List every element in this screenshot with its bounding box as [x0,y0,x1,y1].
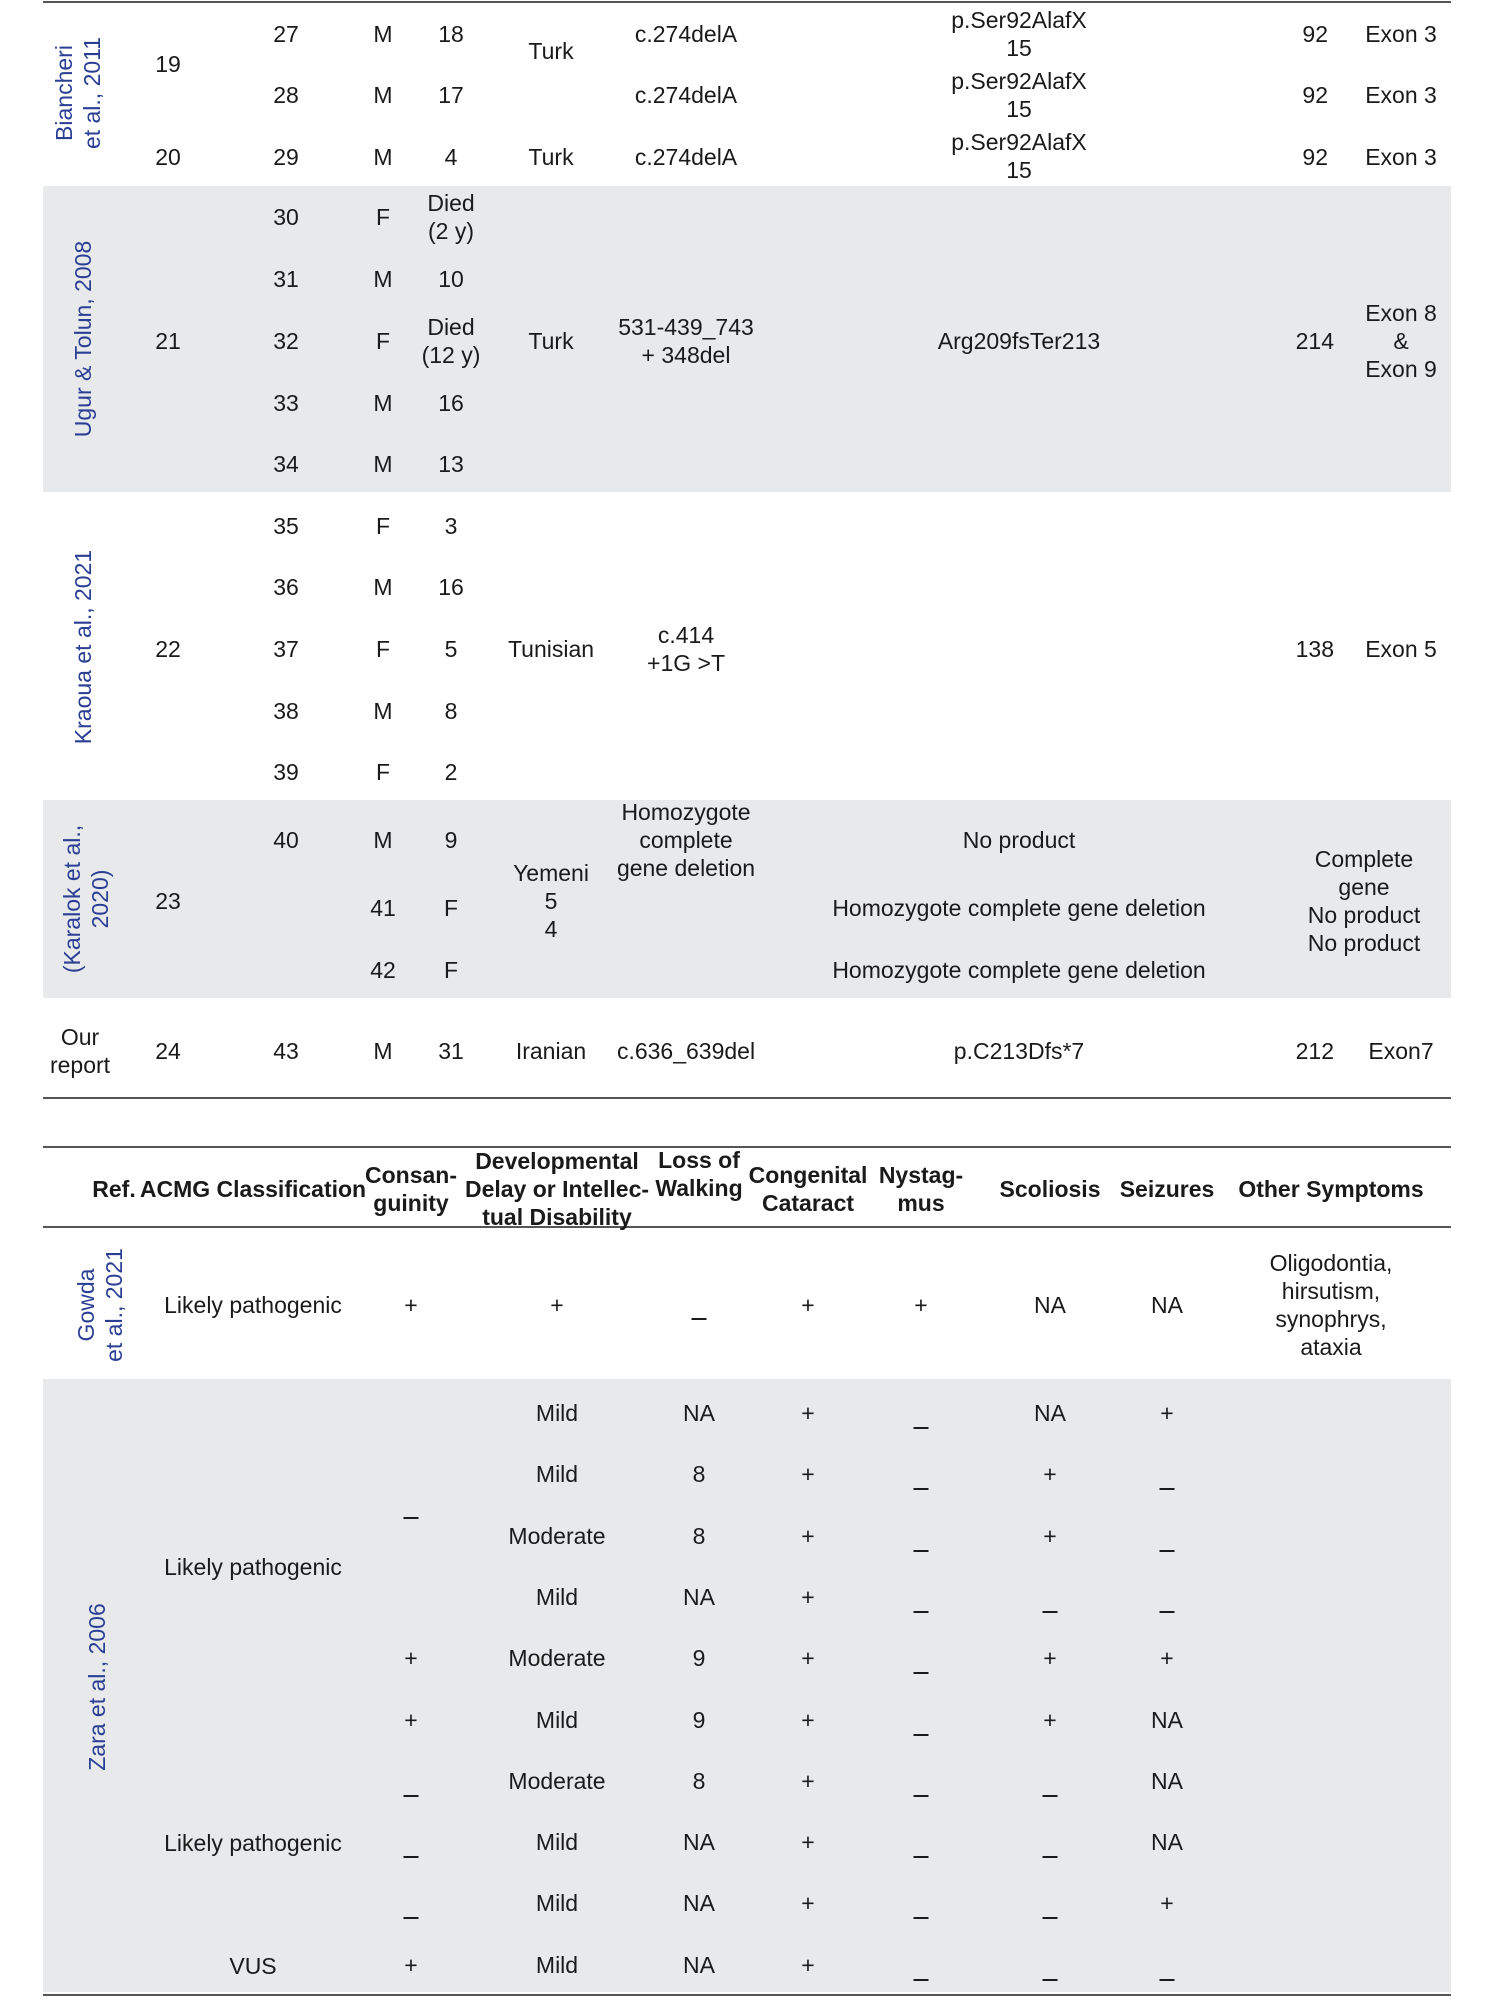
protein-change: Arg209fsTer213 [937,328,1101,354]
congenital-cataract: + [801,1645,815,1672]
age: 16 [438,574,464,600]
patient-number: 36 [273,574,299,600]
scoliosis: + [1043,1522,1057,1549]
header-ref: Ref. [92,1176,136,1202]
family-number: 24 [155,1038,181,1064]
congenital-cataract: + [801,1890,815,1917]
age: 5 [444,636,458,662]
age: 18 [438,21,464,47]
sex: F [375,328,391,354]
congenital-cataract: + [801,1461,815,1488]
sex: F [375,513,391,539]
protein-change: p.Ser92AlafX 15 [951,7,1087,61]
family-number: 23 [155,888,181,914]
seizures: NA [1151,1706,1183,1733]
developmental-delay: Moderate [508,1645,606,1672]
developmental-delay: Mild [535,1706,579,1733]
seizures-absent [1160,1488,1175,1490]
ref-label: Gowda et al., 2021 [73,1248,127,1362]
exon: Exon 3 [1365,82,1437,108]
header-acmg: ACMG Classification [139,1176,367,1202]
family-number: 20 [155,144,181,170]
scoliosis-absent [1043,1979,1058,1981]
seizures: + [1160,1890,1174,1917]
patient-number: 28 [273,82,299,108]
exon: Exon 8 & Exon 9 [1365,300,1437,382]
protein-length: 92 [1302,21,1328,47]
ethnicity: Turk [528,328,574,354]
developmental-delay: Moderate [508,1767,606,1794]
seizures: NA [1151,1292,1183,1318]
variant: c.274delA [634,82,738,108]
age: F [443,957,459,983]
scoliosis: + [1043,1645,1057,1672]
variant: Homozygote complete gene deletion [616,799,756,881]
family-number: 21 [155,328,181,354]
developmental-delay: Mild [535,1400,579,1426]
consanguinity: + [404,1951,418,1978]
developmental-delay: Mild [535,1890,579,1917]
sex: 42 [370,957,396,983]
protein-length: 138 [1295,636,1334,662]
ref-label-our-report: Our report [49,1024,111,1078]
header-congenital-cataract: Congenital Cataract [748,1162,868,1216]
loss-of-walking: 8 [692,1767,706,1794]
congenital-cataract: + [801,1583,815,1610]
congenital-cataract: + [801,1400,815,1426]
protein-change: Homozygote complete gene deletion [832,957,1206,983]
nystagmus-absent [914,1427,929,1429]
ref-label: Kraoua et al., 2021 [70,549,96,745]
sex: F [375,636,391,662]
age: F [443,895,459,921]
age: 17 [438,82,464,108]
consanguinity-absent [404,1517,419,1519]
loss-of-walking: NA [683,1951,715,1978]
sex: M [373,698,393,724]
exon: Exon 3 [1365,144,1437,170]
consanguinity-absent [404,1917,419,1919]
developmental-delay: Mild [535,1951,579,1978]
header-seizures: Seizures [1119,1176,1215,1202]
ref-label: (Karalok et al., 2020) [59,824,113,974]
acmg-classification: Likely pathogenic [164,1830,342,1856]
age: 13 [438,451,464,477]
ref-label: Ugur & Tolun, 2008 [70,240,96,438]
header-loss-of-walking: Loss of Walking [655,1147,743,1201]
nystagmus-absent [914,1611,929,1613]
variant: c.414 +1G >T [647,622,725,676]
age: 3 [444,513,458,539]
patient-number: 34 [273,451,299,477]
ethnicity: Turk [528,38,574,64]
variant: 531-439_743 + 348del [618,314,754,368]
protein-change: p.C213Dfs*7 [953,1038,1085,1064]
nystagmus-absent [914,1734,929,1736]
consanguinity: + [404,1706,418,1733]
sex: M [373,266,393,292]
nystagmus-absent [914,1488,929,1490]
variant: c.636_639del [616,1038,756,1064]
age: 8 [444,698,458,724]
exon: Exon7 [1368,1038,1434,1064]
ethnicity: Turk [528,144,574,170]
sex: M [373,82,393,108]
loss-of-walking: 8 [692,1522,706,1549]
loss-of-walking: NA [683,1400,715,1426]
ethnicity: Iranian [515,1038,587,1064]
sex: M [373,451,393,477]
variant: c.274delA [634,144,738,170]
sex: M [373,144,393,170]
exon: Exon 3 [1365,21,1437,47]
exon: Exon 5 [1365,636,1437,662]
seizures: + [1160,1645,1174,1672]
seizures-absent [1160,1979,1175,1981]
age: 9 [444,827,458,853]
acmg-classification: Likely pathogenic [164,1292,342,1318]
age: Died (12 y) [421,314,481,368]
seizures: + [1160,1400,1174,1426]
loss-of-walking: NA [683,1890,715,1917]
sex: M [373,21,393,47]
sex: M [373,1038,393,1064]
table-bottom-rule [43,1097,1451,1099]
seizures: NA [1151,1767,1183,1794]
protein-change: No product [962,827,1076,853]
protein-length: 212 [1295,1038,1334,1064]
developmental-delay: Mild [535,1583,579,1610]
header-other-symptoms: Other Symptoms [1238,1176,1424,1202]
congenital-cataract: + [801,1767,815,1794]
patient-number: 27 [273,21,299,47]
congenital-cataract: + [801,1292,815,1318]
protein-change: p.Ser92AlafX 15 [951,68,1087,122]
header-scoliosis: Scoliosis [999,1176,1101,1202]
seizures-absent [1160,1611,1175,1613]
protein-length: 92 [1302,144,1328,170]
ethnicity: Yemeni 5 4 [513,860,589,942]
protein-length: 214 [1295,328,1334,354]
exon: Complete gene No product No product [1307,846,1421,956]
scoliosis-absent [1043,1795,1058,1797]
scoliosis-absent [1043,1917,1058,1919]
patient-number: 32 [273,328,299,354]
nystagmus: + [914,1292,928,1318]
protein-length: 92 [1302,82,1328,108]
sex: M [373,574,393,600]
consanguinity-absent [404,1795,419,1797]
congenital-cataract: + [801,1706,815,1733]
sex: M [373,827,393,853]
age: 2 [444,759,458,785]
age: 4 [444,144,458,170]
nystagmus-absent [914,1856,929,1858]
consanguinity-absent [404,1856,419,1858]
congenital-cataract: + [801,1522,815,1549]
scoliosis: + [1043,1706,1057,1733]
loss-of-walking: 9 [692,1706,706,1733]
congenital-cataract: + [801,1951,815,1978]
sex: F [375,204,391,230]
loss-of-walking: NA [683,1829,715,1856]
table2-header-rule [43,1226,1451,1228]
patient-number: 37 [273,636,299,662]
patient-number: 33 [273,390,299,416]
sex: F [375,759,391,785]
congenital-cataract: + [801,1829,815,1856]
age: 10 [438,266,464,292]
patient-number: 31 [273,266,299,292]
nystagmus-absent [914,1672,929,1674]
nystagmus-absent [914,1979,929,1981]
age: 16 [438,390,464,416]
patient-number: 39 [273,759,299,785]
patient-number: 40 [273,827,299,853]
row-band-zara [43,1379,1451,1992]
scoliosis: + [1043,1461,1057,1488]
scoliosis-absent [1043,1856,1058,1858]
scoliosis: NA [1034,1292,1066,1318]
seizures: NA [1151,1829,1183,1856]
ref-label: Biancheri et al., 2011 [51,36,105,150]
nystagmus-absent [914,1550,929,1552]
loss-of-walking-absent [692,1318,707,1320]
table-top-rule [43,1,1451,3]
sex: M [373,390,393,416]
family-number: 22 [155,636,181,662]
age: 31 [438,1038,464,1064]
protein-change: p.Ser92AlafX 15 [951,129,1087,183]
protein-change: Homozygote complete gene deletion [832,895,1206,921]
acmg-classification: VUS [229,1953,277,1979]
header-developmental-delay: Developmental Delay or Intellec- tual Disability [464,1148,650,1230]
ref-label: Zara et al., 2006 [84,1603,110,1771]
header-nystagmus: Nystag- mus [878,1162,964,1216]
loss-of-walking: 8 [692,1461,706,1488]
ethnicity: Tunisian [507,636,595,662]
age: Died (2 y) [427,190,475,244]
nystagmus-absent [914,1795,929,1797]
developmental-delay: Mild [535,1461,579,1488]
seizures-absent [1160,1550,1175,1552]
developmental-delay: Moderate [508,1522,606,1549]
header-consanguinity: Consan- guinity [365,1162,457,1216]
variant: c.274delA [634,21,738,47]
other-symptoms: Oligodontia, hirsutism, synophrys, ataxia [1269,1250,1393,1360]
patient-number: 35 [273,513,299,539]
patient-number: 30 [273,204,299,230]
patient-number: 43 [273,1038,299,1064]
table2-bottom-rule [43,1994,1451,1996]
consanguinity: + [404,1645,418,1672]
loss-of-walking: NA [683,1583,715,1610]
nystagmus-absent [914,1917,929,1919]
loss-of-walking: 9 [692,1645,706,1672]
scoliosis-absent [1043,1611,1058,1613]
consanguinity: + [404,1292,418,1318]
developmental-delay: Mild [535,1829,579,1856]
table2-top-rule [43,1146,1451,1148]
patient-number: 29 [273,144,299,170]
scoliosis: NA [1034,1400,1066,1426]
sex: 41 [370,895,396,921]
developmental-delay: + [550,1292,564,1318]
acmg-classification: Likely pathogenic [164,1554,342,1580]
family-number: 19 [155,51,181,77]
patient-number: 38 [273,698,299,724]
